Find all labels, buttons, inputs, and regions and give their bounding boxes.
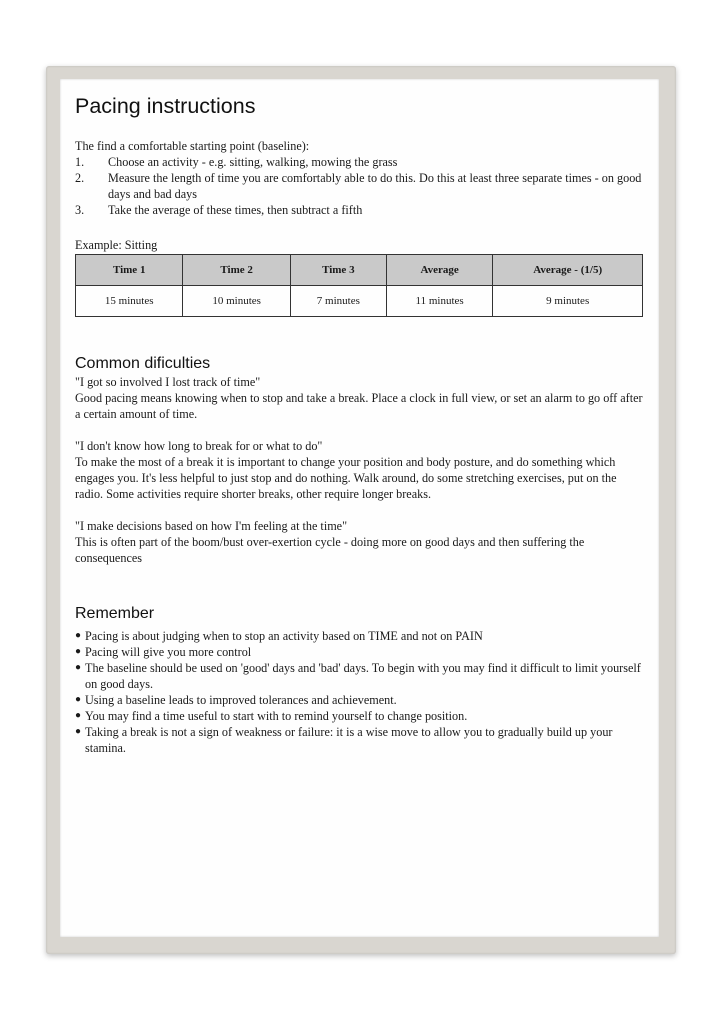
intro-text: The find a comfortable starting point (baseline): xyxy=(75,139,310,153)
example-table xyxy=(75,254,643,317)
table-cell: 10 minutes xyxy=(183,286,290,317)
difficulty-text: To make the most of a break it is important to change your position and body posture, and do something which engages you. It's less helpful to just stop and do nothing. Walk around, do some stretching exercises, put on the radio. Some activities require shorter breaks, other require longer breaks. xyxy=(75,455,617,501)
table-cell: 9 minutes xyxy=(493,286,643,317)
bullet-icon: ● xyxy=(75,694,82,705)
table-header: Average - (1/5) xyxy=(493,255,643,286)
table-cell: 11 minutes xyxy=(386,286,493,317)
difficulty-quote: "I don't know how long to break for or what to do" xyxy=(75,439,323,453)
steps-list xyxy=(75,154,645,218)
list-item: ● Pacing is about judging when to stop an activity based on TIME and not on PAIN xyxy=(75,629,483,643)
table-cell: 7 minutes xyxy=(290,286,386,317)
section-heading: Remember xyxy=(75,605,155,622)
difficulties-section xyxy=(75,354,645,566)
difficulty-text: This is often part of the boom/bust over-exertion cycle - doing more on good days and then suffering the consequences xyxy=(75,535,585,565)
bullet-icon: ● xyxy=(75,646,82,657)
list-item: ● The baseline should be used on 'good' days and 'bad' days. To begin with you may find it difficult to limit yourself on good days. xyxy=(75,661,641,691)
table-header: Time 1 xyxy=(76,255,183,286)
table-cell: 15 minutes xyxy=(76,286,183,317)
bullet-icon: ● xyxy=(75,662,82,673)
list-item: ● Taking a break is not a sign of weakness or failure: it is a wise move to allow you to gradually build up your stamina. xyxy=(75,725,613,755)
page-title: Pacing instructions xyxy=(75,94,256,118)
table-row xyxy=(76,286,643,317)
step-item: 2. Measure the length of time you are comfortably able to do this. Do this at least three separate times - on good days and bad days xyxy=(75,171,642,201)
table-header: Average xyxy=(386,255,493,286)
step-item: 3. Take the average of these times, then subtract a fifth xyxy=(75,203,363,217)
table-header: Time 2 xyxy=(183,255,290,286)
remember-list xyxy=(75,628,645,756)
bullet-icon: ● xyxy=(75,726,82,737)
difficulty-quote: "I got so involved I lost track of time" xyxy=(75,375,261,389)
table-header: Time 3 xyxy=(290,255,386,286)
table-header-row xyxy=(76,255,643,286)
bullet-icon: ● xyxy=(75,710,82,721)
list-item: ● Pacing will give you more control xyxy=(75,645,252,659)
section-heading: Common dificulties xyxy=(75,355,211,372)
list-item: ● You may find a time useful to start with to remind yourself to change position. xyxy=(75,709,468,723)
difficulty-text: Good pacing means knowing when to stop and take a break. Place a clock in full view, or set an alarm to go off after a certain amount of time. xyxy=(75,391,643,421)
remember-section xyxy=(75,604,645,756)
document-content xyxy=(75,92,645,756)
bullet-icon: ● xyxy=(75,630,82,641)
step-item: 1. Choose an activity - e.g. sitting, walking, mowing the grass xyxy=(75,155,398,169)
example-label: Example: Sitting xyxy=(75,238,158,252)
list-item: ● Using a baseline leads to improved tolerances and achievement. xyxy=(75,693,397,707)
difficulty-quote: "I make decisions based on how I'm feeling at the time" xyxy=(75,519,348,533)
